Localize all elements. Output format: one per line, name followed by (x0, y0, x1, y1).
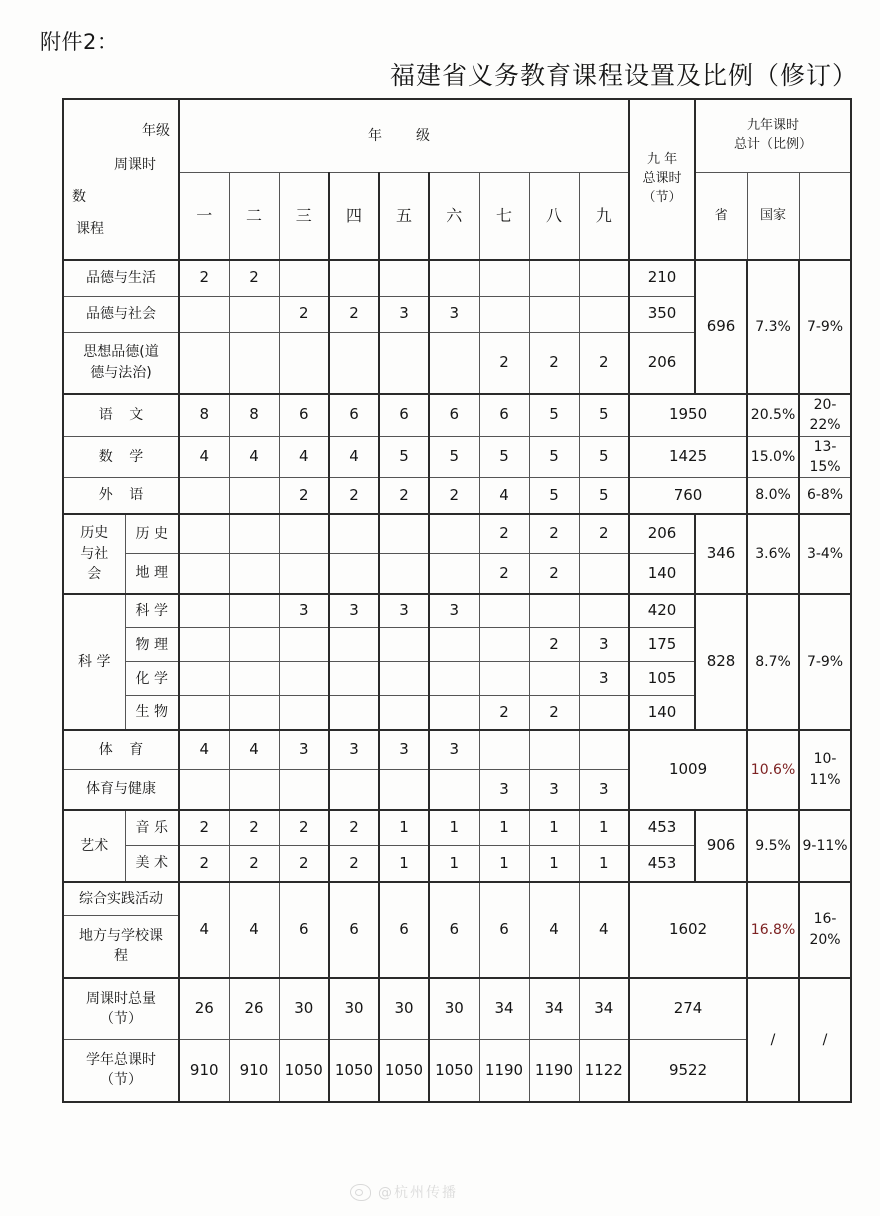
group-province-arts: 9.5% (747, 810, 799, 882)
row-subject-line1: 学年总课时 (86, 1052, 156, 1069)
table-row (63, 514, 851, 554)
cell-nine-year-total: 140 (629, 554, 695, 594)
row-subject: 数 学 (63, 436, 179, 478)
cell-g7 (479, 260, 529, 296)
cell-g4: 30 (329, 978, 379, 1040)
cell-g5: 1050 (379, 1040, 429, 1102)
cell-g6: 1 (429, 810, 479, 846)
cell-g4 (329, 696, 379, 730)
row-subject: 化 学 (125, 662, 179, 696)
row-subject: 美 术 (125, 846, 179, 882)
cell-g7: 2 (479, 554, 529, 594)
header-total-line1: 九 年 (646, 152, 678, 168)
cell-g7 (479, 730, 529, 770)
cell-g5: 1 (379, 810, 429, 846)
cell-g9 (579, 554, 629, 594)
cell-g5 (379, 332, 429, 394)
cell-g7: 3 (479, 770, 529, 810)
cell-g4: 3 (329, 594, 379, 628)
cell-g3 (279, 332, 329, 394)
cell-g8 (529, 296, 579, 332)
table-row (63, 978, 851, 1040)
cell-g7: 34 (479, 978, 529, 1040)
cell-g3: 1050 (279, 1040, 329, 1102)
cell-province-pct: 15.0% (747, 436, 799, 478)
cell-nine-year-total: 1602 (629, 882, 747, 978)
cell-g3 (279, 514, 329, 554)
cell-g6: 6 (429, 394, 479, 436)
cell-g8: 1 (529, 846, 579, 882)
cell-g2 (229, 478, 279, 514)
group-province-morality: 7.3% (747, 260, 799, 394)
cell-g9: 2 (579, 514, 629, 554)
table-row (63, 436, 851, 478)
cell-g3: 2 (279, 478, 329, 514)
cell-g8 (529, 594, 579, 628)
cell-g6: 1050 (429, 1040, 479, 1102)
group-nation-pe-line1: 10- (813, 751, 837, 768)
table-row (63, 1040, 851, 1102)
cell-g9: 5 (579, 478, 629, 514)
cell-g8: 2 (529, 514, 579, 554)
cell-g6: 6 (429, 882, 479, 978)
cell-g2: 2 (229, 260, 279, 296)
cell-g3: 30 (279, 978, 329, 1040)
group-nation-morality: 7-9% (799, 260, 851, 394)
cell-nation-pct: 13-15% (799, 436, 851, 478)
cell-g3: 4 (279, 436, 329, 478)
cell-g4 (329, 554, 379, 594)
cell-g3: 2 (279, 296, 329, 332)
group-nation-science: 7-9% (799, 594, 851, 730)
cell-g8: 2 (529, 554, 579, 594)
cell-g8: 34 (529, 978, 579, 1040)
cell-g2 (229, 296, 279, 332)
row-subject: 外 语 (63, 478, 179, 514)
cell-g2: 910 (229, 1040, 279, 1102)
group-sum-science: 828 (695, 594, 747, 730)
group-nation-history: 3-4% (799, 514, 851, 594)
cell-g1 (179, 478, 229, 514)
cell-g2 (229, 514, 279, 554)
group-label-line2: 与社 (80, 545, 109, 562)
cell-g4: 2 (329, 478, 379, 514)
cell-g2: 26 (229, 978, 279, 1040)
group-label-line1: 历史 (80, 525, 109, 542)
cell-g1: 4 (179, 882, 229, 978)
cell-g2 (229, 594, 279, 628)
group-province-pe: 10.6% (747, 730, 799, 810)
cell-g2 (229, 628, 279, 662)
cell-g9: 1 (579, 846, 629, 882)
cell-g7: 2 (479, 514, 529, 554)
cell-g6: 30 (429, 978, 479, 1040)
cell-g1 (179, 594, 229, 628)
cell-g8: 5 (529, 394, 579, 436)
header-grade-group: 年 级 (179, 99, 629, 173)
cell-g5: 3 (379, 594, 429, 628)
table-row (63, 478, 851, 514)
cell-g1 (179, 696, 229, 730)
cell-g5 (379, 770, 429, 810)
cell-g6 (429, 662, 479, 696)
cell-g3 (279, 770, 329, 810)
row-subject-annual-total (63, 1040, 179, 1102)
cell-nation-pct-line2: 20% (809, 931, 841, 948)
cell-g6: 1 (429, 846, 479, 882)
cell-g5: 2 (379, 478, 429, 514)
cell-g9: 34 (579, 978, 629, 1040)
table-row (63, 730, 851, 770)
header-corner-grade: 年级 (142, 122, 170, 139)
cell-g5: 3 (379, 730, 429, 770)
cell-g9: 1122 (579, 1040, 629, 1102)
cell-g4 (329, 628, 379, 662)
row-subject: 体育与健康 (63, 770, 179, 810)
row-subject: 品德与社会 (63, 296, 179, 332)
header-corner-cell (63, 99, 179, 260)
row-subject: 地 理 (125, 554, 179, 594)
cell-g2 (229, 662, 279, 696)
cell-g6 (429, 260, 479, 296)
row-subject-local-school (63, 916, 179, 978)
cell-nation-pct (799, 882, 851, 978)
header-grade-7: 七 (479, 173, 529, 261)
cell-g6: 5 (429, 436, 479, 478)
row-subject (63, 332, 179, 394)
cell-g3: 2 (279, 810, 329, 846)
header-grade-9: 九 (579, 173, 629, 261)
group-nation-arts: 9-11% (799, 810, 851, 882)
cell-nine-year-total: 210 (629, 260, 695, 296)
cell-g3 (279, 662, 329, 696)
row-subject: 体 育 (63, 730, 179, 770)
header-corner-course: 课程 (76, 220, 104, 237)
group-sum-morality: 696 (695, 260, 747, 394)
cell-g7: 1190 (479, 1040, 529, 1102)
cell-g8: 2 (529, 696, 579, 730)
cell-g9 (579, 594, 629, 628)
cell-g5 (379, 554, 429, 594)
cell-g6: 3 (429, 730, 479, 770)
cell-g9: 3 (579, 662, 629, 696)
cell-g9: 3 (579, 628, 629, 662)
group-label-line3: 会 (87, 565, 102, 582)
row-subject: 科 学 (125, 594, 179, 628)
page-title: 福建省义务教育课程设置及比例（修订） (389, 61, 858, 90)
row-subject: 品德与生活 (63, 260, 179, 296)
cell-g2 (229, 696, 279, 730)
header-grade-8: 八 (529, 173, 579, 261)
cell-g9 (579, 696, 629, 730)
cell-g8: 5 (529, 478, 579, 514)
cell-g2: 4 (229, 882, 279, 978)
cell-g3 (279, 696, 329, 730)
cell-g3: 2 (279, 846, 329, 882)
header-corner-count: 数 (72, 188, 86, 205)
cell-nation-pct: 6-8% (799, 478, 851, 514)
header-grade-5: 五 (379, 173, 429, 261)
cell-g4 (329, 332, 379, 394)
row-subject: 历 史 (125, 514, 179, 554)
header-total-line2: 总课时 (642, 171, 682, 187)
cell-g6: 3 (429, 296, 479, 332)
cell-g6: 2 (429, 478, 479, 514)
cell-g9: 2 (579, 332, 629, 394)
cell-nine-year-total: 206 (629, 332, 695, 394)
cell-g5: 6 (379, 882, 429, 978)
cell-g8: 4 (529, 882, 579, 978)
row-subject-line1: 地方与学校课 (79, 928, 163, 945)
cell-nine-year-total: 9522 (629, 1040, 747, 1102)
cell-nation-slash: / (799, 978, 851, 1102)
cell-g7 (479, 662, 529, 696)
cell-g4: 2 (329, 846, 379, 882)
attachment-label: 附件2： (40, 30, 119, 54)
cell-g5: 30 (379, 978, 429, 1040)
table-row (63, 594, 851, 628)
cell-g1 (179, 554, 229, 594)
cell-g1: 910 (179, 1040, 229, 1102)
group-sum-pe: 1009 (629, 730, 747, 810)
header-nine-year-total (629, 99, 695, 260)
cell-g4: 6 (329, 394, 379, 436)
table-row (63, 882, 851, 916)
group-label-science: 科 学 (63, 594, 125, 730)
cell-g6 (429, 332, 479, 394)
cell-g7: 1 (479, 846, 529, 882)
cell-g1 (179, 770, 229, 810)
cell-g6 (429, 554, 479, 594)
cell-g7 (479, 628, 529, 662)
cell-g2 (229, 770, 279, 810)
cell-g4 (329, 260, 379, 296)
cell-g4: 4 (329, 436, 379, 478)
cell-g1: 2 (179, 810, 229, 846)
cell-g5: 5 (379, 436, 429, 478)
row-subject-weekly-total (63, 978, 179, 1040)
cell-province-pct: 16.8% (747, 882, 799, 978)
cell-g9: 1 (579, 810, 629, 846)
cell-g7 (479, 296, 529, 332)
row-subject-line1: 思想品德(道 (83, 344, 159, 361)
cell-nine-year-total: 453 (629, 846, 695, 882)
cell-g8: 2 (529, 628, 579, 662)
group-nation-pe-line2: 11% (809, 771, 841, 788)
cell-nine-year-total: 760 (629, 478, 747, 514)
cell-nine-year-total: 105 (629, 662, 695, 696)
cell-g4: 6 (329, 882, 379, 978)
cell-g8 (529, 730, 579, 770)
cell-g7: 5 (479, 436, 529, 478)
cell-nine-year-total: 274 (629, 978, 747, 1040)
group-province-science: 8.7% (747, 594, 799, 730)
cell-g1: 4 (179, 730, 229, 770)
header-ratio-line1: 九年课时 (747, 118, 800, 134)
table-row (63, 810, 851, 846)
cell-nation-pct-line1: 16- (813, 911, 837, 928)
watermark-text: @杭州传播 (378, 1185, 458, 1201)
row-subject-line1: 周课时总量 (86, 990, 156, 1007)
header-ratio-province: 省 (695, 173, 747, 261)
table-row (63, 394, 851, 436)
cell-g1: 2 (179, 260, 229, 296)
cell-g9 (579, 260, 629, 296)
cell-g4: 1050 (329, 1040, 379, 1102)
row-subject: 音 乐 (125, 810, 179, 846)
cell-g3 (279, 260, 329, 296)
header-grade-2: 二 (229, 173, 279, 261)
cell-g1 (179, 296, 229, 332)
cell-nine-year-total: 175 (629, 628, 695, 662)
cell-g4 (329, 662, 379, 696)
cell-g6 (429, 696, 479, 730)
cell-g9 (579, 296, 629, 332)
cell-g7 (479, 594, 529, 628)
cell-g5: 1 (379, 846, 429, 882)
cell-nine-year-total: 206 (629, 514, 695, 554)
cell-nine-year-total: 1425 (629, 436, 747, 478)
cell-g9 (579, 730, 629, 770)
cell-g4: 3 (329, 730, 379, 770)
cell-g1: 2 (179, 846, 229, 882)
group-label-history-society (63, 514, 125, 594)
header-grade-3: 三 (279, 173, 329, 261)
cell-g8: 1190 (529, 1040, 579, 1102)
cell-g3: 3 (279, 594, 329, 628)
cell-g6 (429, 628, 479, 662)
cell-g3: 6 (279, 882, 329, 978)
header-grade-4: 四 (329, 173, 379, 261)
cell-g4 (329, 770, 379, 810)
cell-g2: 4 (229, 436, 279, 478)
weibo-logo-icon (350, 1184, 371, 1201)
header-ratio-line2: 总计（比例） (734, 137, 813, 152)
weibo-watermark (350, 1182, 458, 1202)
cell-g5: 6 (379, 394, 429, 436)
header-ratio-nation: 国家 (747, 173, 799, 261)
cell-g2 (229, 332, 279, 394)
cell-g1 (179, 514, 229, 554)
cell-g5 (379, 628, 429, 662)
cell-g6 (429, 514, 479, 554)
cell-nine-year-total: 1950 (629, 394, 747, 436)
cell-g3: 3 (279, 730, 329, 770)
cell-g2 (229, 554, 279, 594)
cell-nation-pct: 20-22% (799, 394, 851, 436)
curriculum-table (62, 98, 852, 1103)
cell-g6 (429, 770, 479, 810)
cell-g3: 6 (279, 394, 329, 436)
cell-province-pct: 8.0% (747, 478, 799, 514)
row-subject-comprehensive-practice: 综合实践活动 (63, 882, 179, 916)
cell-nine-year-total: 140 (629, 696, 695, 730)
cell-nine-year-total: 453 (629, 810, 695, 846)
cell-g4 (329, 514, 379, 554)
cell-nine-year-total: 350 (629, 296, 695, 332)
cell-g9: 5 (579, 436, 629, 478)
cell-g5 (379, 260, 429, 296)
group-label-arts: 艺术 (63, 810, 125, 882)
cell-g8 (529, 260, 579, 296)
cell-g7: 2 (479, 332, 529, 394)
cell-g8 (529, 662, 579, 696)
group-sum-arts: 906 (695, 810, 747, 882)
cell-g1: 8 (179, 394, 229, 436)
row-subject-line2: （节） (100, 1010, 142, 1027)
cell-g1 (179, 662, 229, 696)
table-row (63, 260, 851, 296)
cell-g1: 4 (179, 436, 229, 478)
cell-g8: 2 (529, 332, 579, 394)
cell-g8: 1 (529, 810, 579, 846)
group-sum-history: 346 (695, 514, 747, 594)
cell-g4: 2 (329, 810, 379, 846)
cell-g2: 8 (229, 394, 279, 436)
cell-g2: 4 (229, 730, 279, 770)
cell-g8: 3 (529, 770, 579, 810)
cell-g5 (379, 514, 429, 554)
cell-g8: 5 (529, 436, 579, 478)
cell-g9: 5 (579, 394, 629, 436)
cell-g1 (179, 332, 229, 394)
cell-g3 (279, 628, 329, 662)
cell-g5 (379, 696, 429, 730)
row-subject: 语 文 (63, 394, 179, 436)
cell-g7: 1 (479, 810, 529, 846)
cell-g2: 2 (229, 846, 279, 882)
row-subject-line2: （节） (100, 1072, 142, 1089)
row-subject: 物 理 (125, 628, 179, 662)
cell-g2: 2 (229, 810, 279, 846)
cell-g7: 6 (479, 882, 529, 978)
cell-g5 (379, 662, 429, 696)
cell-g1: 26 (179, 978, 229, 1040)
header-ratio-title (695, 99, 851, 173)
header-grade-6: 六 (429, 173, 479, 261)
cell-g5: 3 (379, 296, 429, 332)
cell-province-pct: 20.5% (747, 394, 799, 436)
row-subject-line2: 程 (114, 948, 128, 965)
cell-g3 (279, 554, 329, 594)
header-total-line3: （节） (642, 189, 682, 205)
cell-g4: 2 (329, 296, 379, 332)
group-province-history: 3.6% (747, 514, 799, 594)
group-nation-pe (799, 730, 851, 810)
cell-g1 (179, 628, 229, 662)
cell-g7: 2 (479, 696, 529, 730)
header-grade-1: 一 (179, 173, 229, 261)
cell-province-slash: / (747, 978, 799, 1102)
cell-g7: 6 (479, 394, 529, 436)
row-subject-line2: 德与法治) (90, 364, 152, 381)
cell-nine-year-total: 420 (629, 594, 695, 628)
header-corner-weekly: 周课时 (114, 156, 156, 173)
row-subject: 生 物 (125, 696, 179, 730)
cell-g9: 4 (579, 882, 629, 978)
cell-g6: 3 (429, 594, 479, 628)
cell-g9: 3 (579, 770, 629, 810)
cell-g7: 4 (479, 478, 529, 514)
